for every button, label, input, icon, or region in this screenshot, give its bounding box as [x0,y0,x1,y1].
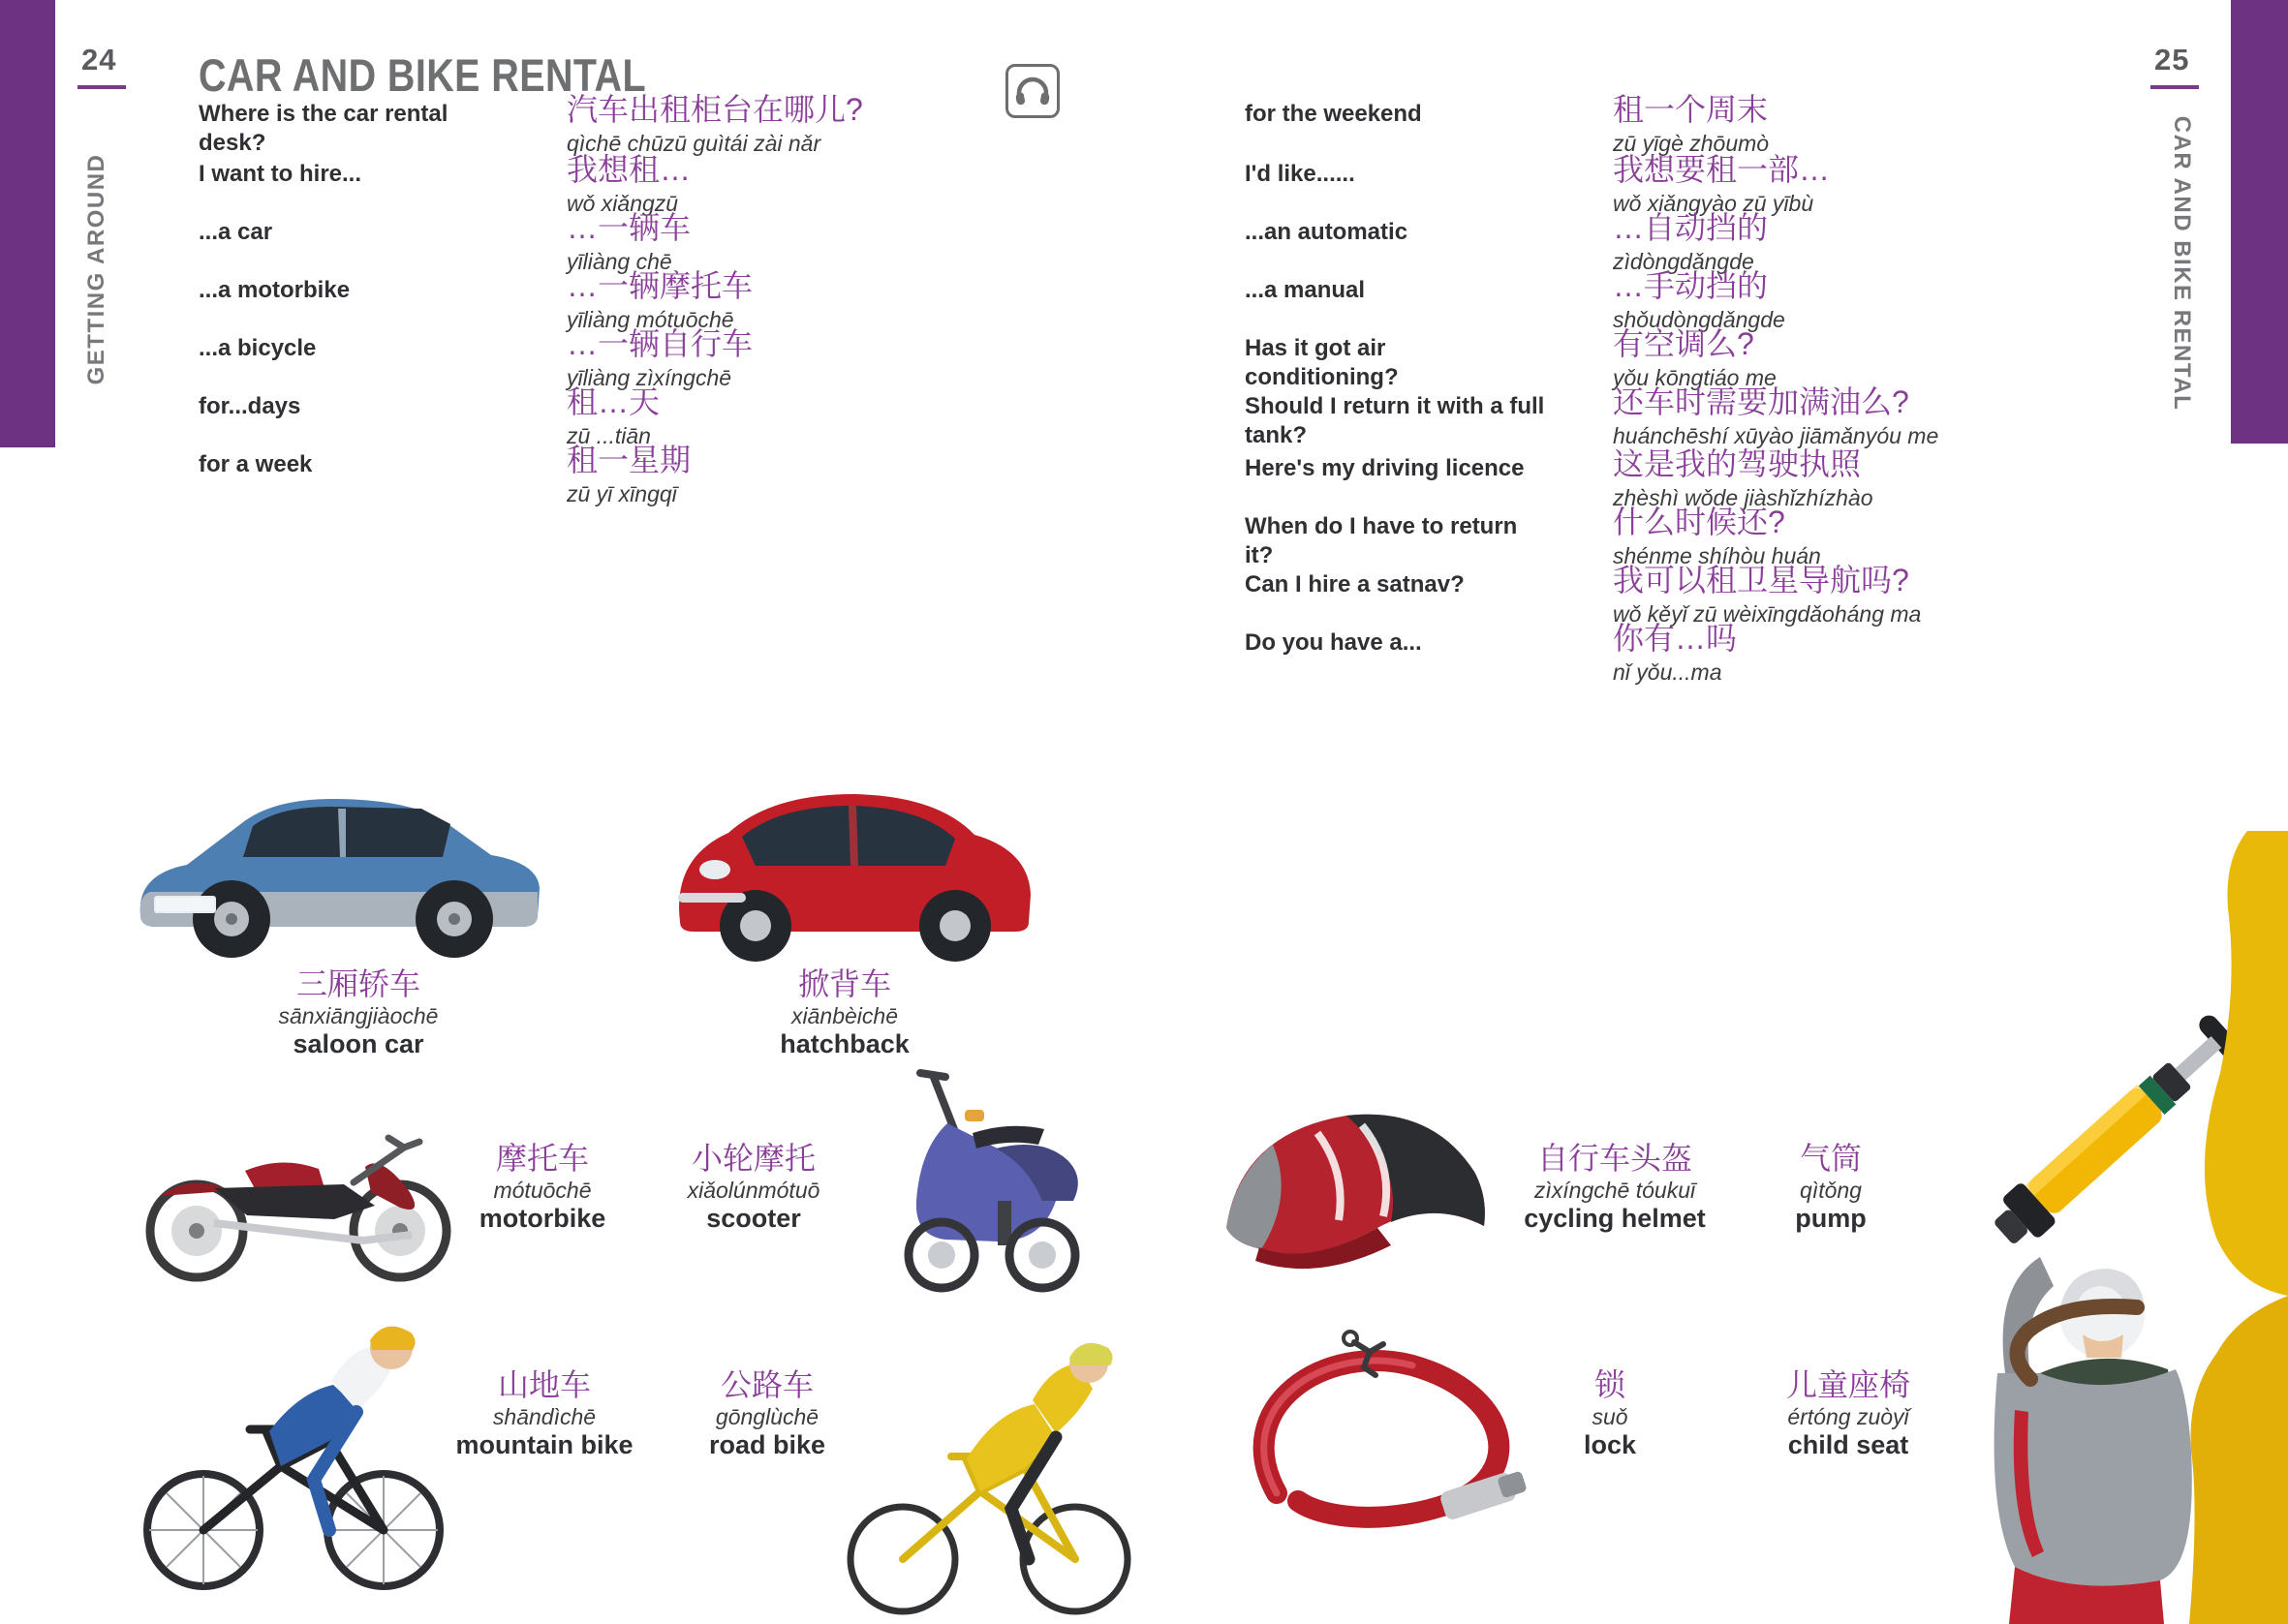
phrase-english: for the weekend [1245,101,1422,127]
phrase-chinese: 租…天 [567,384,661,419]
vocab-pinyin: shāndìchē [492,1404,597,1429]
phrase-row [199,442,691,507]
right-section-tab: CAR AND BIKE RENTAL [2169,115,2195,412]
vocab-pinyin: suǒ [1592,1404,1628,1429]
hatchback-car-photo [659,765,1046,965]
vocab-pinyin: qìtǒng [1800,1178,1862,1203]
vocab-pinyin: mótuōchē [493,1178,592,1203]
vocab-pinyin: sānxiāngjiàochē [278,1003,439,1028]
phrase-row [199,91,863,158]
vocab-english: scooter [706,1204,801,1233]
vocab-label-saloon-car [213,965,504,1058]
vocab-english: road bike [708,1430,826,1459]
phrase-chinese: 什么时候还? [1613,505,1785,539]
child-seat-photo [1947,831,2288,1624]
phrase-pinyin: wǒ xiǎngyào zū yībù [1613,191,1814,216]
vocab-english: saloon car [293,1029,424,1058]
phrase-pinyin: shénme shíhòu huán [1613,543,1821,568]
phrase-english: I'd like...... [1245,161,1355,187]
phrase-row [1245,151,1830,217]
phrase-pinyin: huánchēshí xūyào jiāmǎnyóu me [1613,423,1939,448]
phrase-row [1245,504,1821,570]
phrase-row [1245,562,1921,628]
right-page-number: 25 [2154,43,2190,77]
phrase-pinyin: zhèshì wǒde jiàshǐzhízhào [1613,485,1873,510]
vocab-chinese: 三厢轿车 [295,966,420,1001]
phrase-pinyin: yǒu kōngtiáo me [1613,365,1777,390]
phrase-english: ...a manual [1245,277,1366,303]
phrase-row [199,267,753,333]
phrase-english: ...an automatic [1245,219,1408,245]
phrase-english: When do I have to return it? [1245,513,1518,568]
phrase-chinese: …一辆自行车 [567,326,754,361]
phrase-english: I want to hire... [199,161,362,187]
vocab-chinese: 锁 [1593,1367,1625,1402]
phrase-row [1245,620,1737,686]
phrase-pinyin: zū ...tiān [567,423,651,448]
phrase-pinyin: yīliàng zìxíngchē [567,365,732,390]
vocab-label-pump [1734,1139,1928,1233]
phrase-pinyin: shǒudòngdǎngde [1613,307,1785,332]
phrase-chinese: 还车时需要加满油么? [1613,384,1909,419]
vocab-english: motorbike [479,1204,606,1233]
phrase-chinese: 租一个周末 [1613,92,1769,127]
phrase-chinese: 你有…吗 [1613,621,1738,656]
vocab-label-child-seat [1703,1365,1994,1459]
phrase-pinyin: zū yīgè zhōumò [1613,131,1770,156]
phrase-chinese: 我想租… [567,152,692,187]
vocab-english: pump [1795,1204,1867,1233]
phrase-english: Here's my driving licence [1245,455,1525,481]
right-page-number-rule [2150,85,2199,89]
vocab-english: mountain bike [455,1430,634,1459]
vocab-label-road-bike [641,1365,893,1459]
left-section-tab: GETTING AROUND [83,153,109,385]
scooter-photo [852,1056,1109,1296]
saloon-car-photo [131,760,547,965]
phrase-pinyin: yīliàng chē [567,249,672,274]
phrase-english: ...a car [199,219,273,245]
page-title: CAR AND BIKE RENTAL [199,49,646,101]
left-page-number: 24 [81,43,117,77]
phrase-pinyin: qìchē chūzū guìtái zài nǎr [567,131,821,156]
vocab-chinese: 摩托车 [495,1141,589,1176]
vocab-english: hatchback [780,1029,910,1058]
vocab-chinese: 公路车 [720,1367,814,1402]
phrase-row [1245,383,1938,450]
phrase-english: Where is the car rental desk? [199,101,448,156]
phrase-row [1245,91,1769,157]
headphones-icon [1011,70,1054,112]
phrase-pinyin: zū yī xīngqī [567,481,677,506]
vocab-chinese: 气筒 [1799,1141,1862,1176]
vocab-chinese: 小轮摩托 [691,1141,816,1176]
phrase-chinese: 我可以租卫星导航吗? [1613,563,1909,598]
phrase-english: ...a motorbike [199,277,351,303]
audio-track-button [1005,64,1060,118]
phrase-english: Can I hire a satnav? [1245,571,1465,598]
phrase-english: Has it got air conditioning? [1245,335,1399,390]
phrase-english: for a week [199,451,313,477]
vocab-label-hatchback [699,965,990,1058]
phrase-chinese: …一辆摩托车 [567,268,754,303]
phrase-pinyin: wǒ kěyǐ zū wèixīngdǎoháng ma [1613,601,1922,627]
vocab-pinyin: értóng zuòyǐ [1787,1404,1909,1429]
phrase-english: Should I return it with a full tank? [1245,393,1545,448]
phrase-row [199,325,753,391]
phrase-chinese: 租一星期 [567,443,692,477]
vocab-pinyin: zìxíngchē tóukuī [1533,1178,1696,1203]
phrase-row [1245,267,1785,333]
vocab-chinese: 掀背车 [797,966,891,1001]
vocab-pinyin: gōnglùchē [715,1404,819,1429]
phrase-chinese: …一辆车 [567,210,692,245]
phrase-row [1245,209,1768,275]
phrase-row [199,209,691,275]
phrase-row [1245,325,1777,392]
phrase-chinese: 有空调么? [1613,326,1754,361]
phrase-pinyin: nǐ yǒu...ma [1613,659,1722,685]
vocab-english: child seat [1787,1430,1909,1459]
vocab-chinese: 自行车头盔 [1536,1141,1692,1176]
phrase-row [1245,445,1873,511]
phrase-chinese: …自动挡的 [1613,210,1769,245]
vocab-pinyin: xiānbèichē [791,1003,898,1028]
phrase-english: ...a bicycle [199,335,317,361]
phrase-pinyin: zìdòngdǎngde [1613,249,1754,274]
phrase-row [199,151,691,217]
phrase-chinese: 我想要租一部… [1613,152,1831,187]
left-page-spine-bar [0,0,55,447]
phrase-english: Do you have a... [1245,629,1422,656]
vocab-label-cycling-helmet [1465,1139,1765,1233]
vocab-chinese: 儿童座椅 [1785,1367,1910,1402]
left-page-number-rule [77,85,126,89]
vocab-chinese: 山地车 [497,1367,591,1402]
phrase-row [199,383,660,449]
vocab-label-lock [1513,1365,1707,1459]
vocab-label-scooter [628,1139,880,1233]
phrase-chinese: …手动挡的 [1613,268,1769,303]
phrase-pinyin: wǒ xiǎngzū [567,191,679,216]
phrase-pinyin: yīliàng mótuōchē [567,307,734,332]
phrase-english: for...days [199,393,301,419]
vocab-pinyin: xiǎolúnmótuō [687,1178,820,1203]
phrase-chinese: 这是我的驾驶执照 [1613,446,1862,481]
vocab-english: lock [1583,1430,1637,1459]
phrase-chinese: 汽车出租柜台在哪儿? [567,92,863,127]
vocab-english: cycling helmet [1524,1204,1706,1233]
right-page-spine-bar [2231,0,2288,444]
